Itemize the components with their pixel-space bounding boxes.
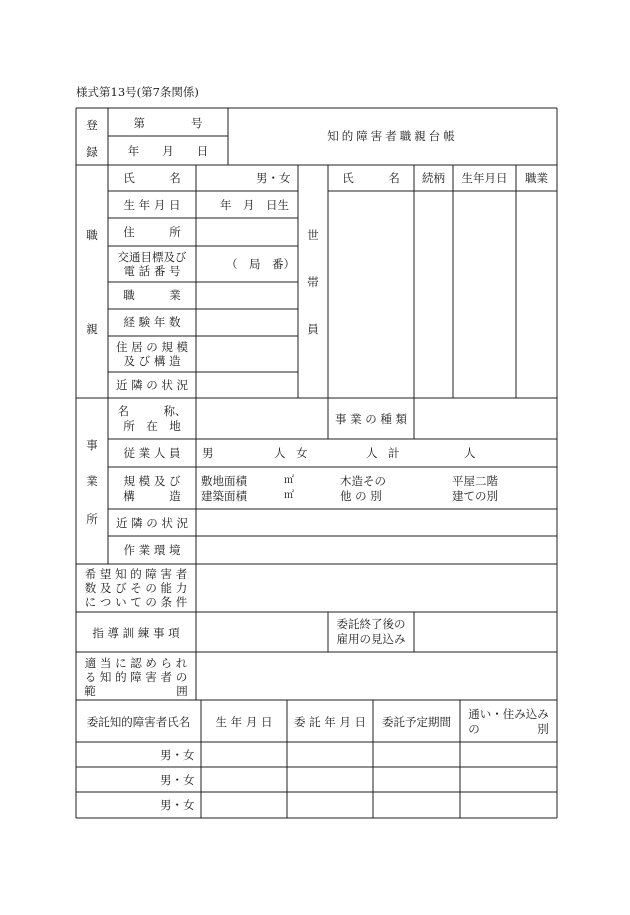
entrusted-row-1-sex: 男・女 xyxy=(160,748,195,762)
household-label-1: 世 xyxy=(307,228,319,242)
wood-label-2: 他 の 別 xyxy=(340,489,382,503)
registration-side-label-top: 登 xyxy=(86,118,98,132)
employees-male: 男 xyxy=(202,446,214,460)
oya-contact-value: （ 局 番） xyxy=(226,257,295,271)
employment-outlook-1: 委託終了後の xyxy=(336,617,406,631)
oya-address-label: 住 所 xyxy=(123,225,181,239)
business-environment-label: 作 業 環 境 xyxy=(123,543,181,557)
entrusted-col-date: 委 託 年 月 日 xyxy=(293,715,367,729)
business-side-label-3: 所 xyxy=(86,512,98,526)
site-area-label: 敷地面積 xyxy=(201,474,247,488)
registration-side-label-bottom: 録 xyxy=(86,145,98,159)
employees-total: 計 xyxy=(388,446,400,460)
floors-label-1: 平屋二階 xyxy=(452,474,498,488)
household-col-job: 職業 xyxy=(525,171,548,185)
employees-female: 女 xyxy=(296,446,308,460)
employees-unit-2: 人 xyxy=(366,446,378,460)
entrusted-row-3-sex: 男・女 xyxy=(160,798,195,812)
entrusted-col-type-2: の 別 xyxy=(468,722,549,736)
site-area-unit: ㎡ xyxy=(284,475,294,486)
desired-label-2: 数 及 び そ の 能 力 xyxy=(84,581,188,595)
oya-name-value: 男・女 xyxy=(256,171,291,185)
training-label: 指 導 訓 練 事 項 xyxy=(92,626,180,640)
floors-label-2: 建ての別 xyxy=(452,489,498,503)
oya-contact-label-2: 電 話 番 号 xyxy=(123,264,181,278)
household-label-3: 員 xyxy=(307,322,319,336)
desired-label-3: に つ い て の 条 件 xyxy=(84,595,188,609)
registration-date-label: 年 月 日 xyxy=(127,144,209,158)
entrusted-col-birth: 生 年 月 日 xyxy=(215,715,273,729)
oya-name-label: 氏 名 xyxy=(123,171,181,185)
household-col-name: 氏 名 xyxy=(342,171,400,185)
appropriate-label-1: 適 当 に 認 め ら れ xyxy=(84,656,188,670)
business-name-label-2: 所 在 地 xyxy=(123,419,181,433)
oya-job-label: 職 業 xyxy=(123,288,181,302)
household-label-2: 帯 xyxy=(307,275,319,289)
employment-outlook-2: 雇用の見込み xyxy=(336,632,406,646)
business-side-label-1: 事 xyxy=(86,438,98,452)
oya-neighborhood-label: 近 隣 の 状 況 xyxy=(115,378,189,392)
business-type-label: 事 業 の 種 類 xyxy=(334,412,408,426)
oya-housing-label-2: 及 び 構 造 xyxy=(123,354,181,368)
wood-label-1: 木造その xyxy=(340,474,386,488)
entrusted-row-2-sex: 男・女 xyxy=(160,773,195,787)
household-col-relation: 続柄 xyxy=(422,171,445,185)
appropriate-label-3: 範 囲 xyxy=(84,684,188,698)
employees-unit-3: 人 xyxy=(464,446,476,460)
entrusted-col-name: 委託知的障害者氏名 xyxy=(86,715,191,729)
appropriate-label-2: る 知 的 障 害 者 の xyxy=(84,670,188,684)
business-employees-label: 従 業 人 員 xyxy=(123,446,181,460)
shokuoya-side-label-top: 職 xyxy=(86,228,98,242)
oya-housing-label-1: 住 居 の 規 模 xyxy=(115,340,189,354)
shokuoya-side-label-bottom: 親 xyxy=(86,322,98,336)
oya-birth-value: 年 月 日生 xyxy=(220,198,289,212)
business-side-label-2: 業 xyxy=(86,474,98,488)
business-neighborhood-label: 近 隣 の 状 況 xyxy=(115,516,189,530)
registration-number-label: 第 号 xyxy=(133,116,203,130)
building-area-label: 建築面積 xyxy=(201,489,247,503)
form-number: 様式第13号(第7条関係) xyxy=(76,85,199,99)
oya-birth-label: 生 年 月 日 xyxy=(123,198,181,212)
employees-unit-1: 人 xyxy=(274,446,286,460)
business-scale-label-2: 構 造 xyxy=(123,489,181,503)
business-name-label-1: 名 称、 xyxy=(117,404,187,418)
oya-experience-label: 経 験 年 数 xyxy=(123,315,181,329)
form-title: 知的障害者職親台帳 xyxy=(327,129,458,143)
entrusted-col-type-1: 通い・住み込み xyxy=(468,707,549,721)
oya-contact-label-1: 交通目標及び xyxy=(117,250,187,264)
household-col-birth: 生年月日 xyxy=(461,171,508,185)
entrusted-col-period: 委託予定期間 xyxy=(382,715,451,729)
business-scale-label-1: 規 模 及 び xyxy=(123,474,181,488)
desired-label-1: 希 望 知 的 障 害 者 xyxy=(84,567,188,581)
building-area-unit: ㎡ xyxy=(284,490,294,501)
